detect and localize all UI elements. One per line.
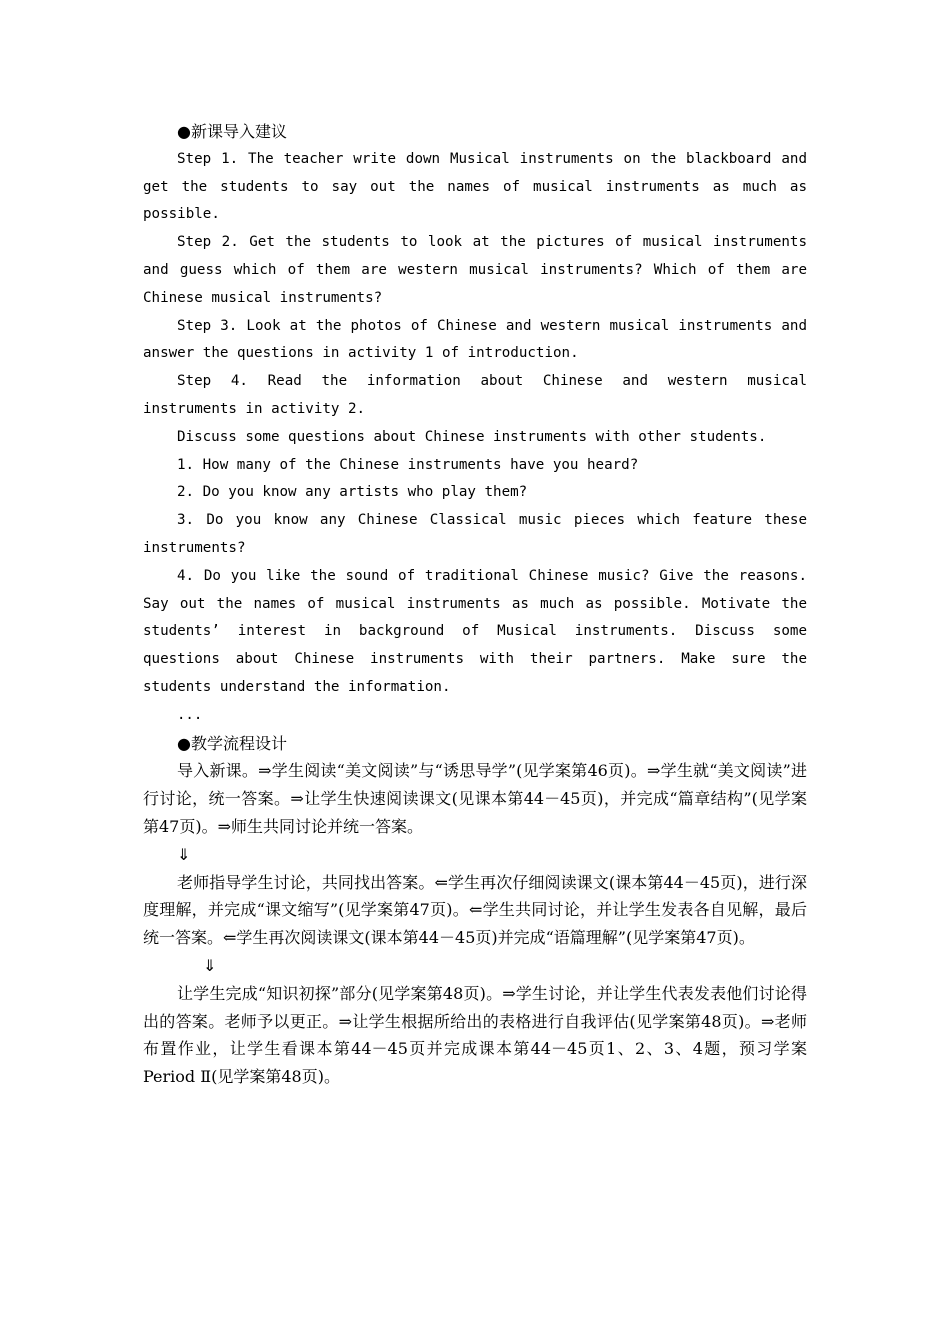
step-4-paragraph: Step 4. Read the information about Chinese and western musical instruments in activity 2. xyxy=(143,373,807,417)
section-heading-new-lesson: ●新课导入建议 xyxy=(177,122,287,141)
section-heading-teaching-flow: ●教学流程设计 xyxy=(177,733,287,753)
down-arrow-icon: ⇓ xyxy=(177,844,191,864)
document-page xyxy=(143,118,807,1091)
discuss-intro-paragraph: Discuss some questions about Chinese instruments with other students. xyxy=(177,428,767,445)
question-2: 2. Do you know any artists who play them? xyxy=(177,484,528,501)
question-3: 3. Do you know any Chinese Classical music pieces which feature these instruments? xyxy=(143,512,807,556)
flow-paragraph-2: 老师指导学生讨论，共同找出答案。⇐学生再次仔细阅读课文(课本第44－45页)，进行深度理解，并完成“课文缩写”(见学案第47页)。⇐学生共同讨论，并让学生发表各自见解，最后统一答案。⇐学生再次阅读课文(课本第44－45页)并完成“语篇理解”(见学案第47页)。 xyxy=(143,872,807,948)
step-2-paragraph: Step 2. Get the students to look at the pictures of musical instruments and guess which of them are western musical instruments? Which of them are Chinese musical instruments? xyxy=(143,234,807,306)
ellipsis: ... xyxy=(177,706,203,723)
flow-paragraph-3: 让学生完成“知识初探”部分(见学案第48页)。⇒学生讨论，并让学生代表发表他们讨论得出的答案。老师予以更正。⇒让学生根据所给出的表格进行自我评估(见学案第48页)。⇒老师布置作业，让学生看课本第44－45页并完成课本第44－45页1、2、3、4题，预习学案Period Ⅱ(见学案第48页)。 xyxy=(143,983,807,1087)
question-1: 1. How many of the Chinese instruments have you heard? xyxy=(177,456,639,473)
flow-paragraph-1: 导入新课。⇒学生阅读“美文阅读”与“诱思导学”(见学案第46页)。⇒学生就“美文阅读”进行讨论，统一答案。⇒让学生快速阅读课文(见课本第44－45页)，并完成“篇章结构”(见学案第47页)。⇒师生共同讨论并统一答案。 xyxy=(143,761,807,836)
step-3-paragraph: Step 3. Look at the photos of Chinese and western musical instruments and answer the questions in activity 1 of introduction. xyxy=(143,317,807,362)
step-1-paragraph: Step 1. The teacher write down Musical instruments on the blackboard and get the students to say out the names of musical instruments as much as possible. xyxy=(143,150,807,223)
down-arrow-icon: ⇓ xyxy=(203,955,217,975)
question-4: 4. Do you like the sound of traditional Chinese music? Give the reasons. Say out the names of musical instruments as much as possible. Motivate the students’ interest in background of Musical instruments. Discuss some questions about Chinese instruments with their partners. Make sure the students understand the information. xyxy=(143,567,807,695)
